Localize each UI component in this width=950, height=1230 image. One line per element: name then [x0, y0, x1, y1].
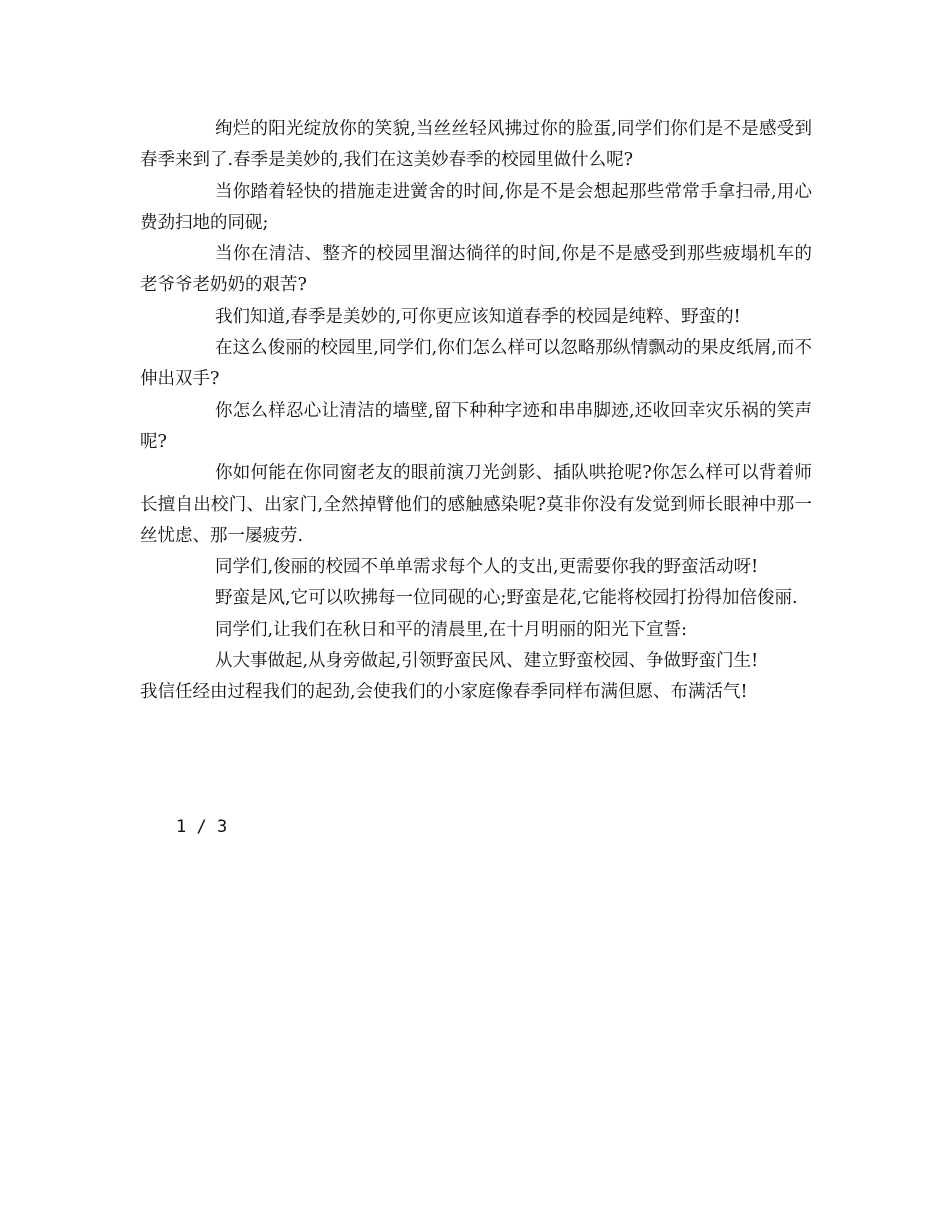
paragraph-8: 同学们,俊丽的校园不单单需求每个人的支出,更需要你我的野蛮活动呀!	[215, 557, 759, 578]
paragraph-5: 在这么俊丽的校园里,同学们,你们怎么样可以忽略那纵情飘动的果皮纸屑,而不伸出双手?	[140, 338, 812, 390]
paragraph-11: 从大事做起,从身旁做起,引领野蛮民风、建立野蛮校园、争做野蛮门生!	[215, 651, 759, 672]
document-body	[140, 114, 812, 709]
paragraph-3: 当你在清洁、整齐的校园里溜达徜徉的时间,你是不是感受到那些疲塌机车的老爷爷老奶奶的艰苦?	[140, 244, 812, 296]
paragraph-12: 我信任经由过程我们的起劲,会使我们的小家庭像春季同样布满但愿、布满活气!	[140, 682, 748, 703]
paragraph-2: 当你踏着轻快的措施走进黉舍的时间,你是不是会想起那些常常手拿扫帚,用心费劲扫地的同砚;	[140, 181, 812, 233]
page-number: 1 / 3	[176, 817, 228, 837]
paragraph-9: 野蛮是风,它可以吹拂每一位同砚的心;野蛮是花,它能将校园打扮得加倍俊丽.	[215, 588, 798, 609]
paragraph-4: 我们知道,春季是美妙的,可你更应该知道春季的校园是纯粹、野蛮的!	[215, 306, 741, 327]
paragraph-10: 同学们,让我们在秋日和平的清晨里,在十月明丽的阳光下宣誓:	[215, 619, 688, 640]
paragraph-6: 你怎么样忍心让清洁的墙壁,留下种种字迹和串串脚迹,还收回幸灾乐祸的笑声呢?	[140, 400, 812, 452]
paragraph-1: 绚烂的阳光绽放你的笑貌,当丝丝轻风拂过你的脸蛋,同学们你们是不是感受到春季来到了.春季是美妙的,我们在这美妙春季的校园里做什么呢?	[140, 119, 812, 171]
paragraph-7: 你如何能在你同窗老友的眼前演刀光剑影、插队哄抢呢?你怎么样可以背着师长擅自出校门、出家门,全然掉臂他们的感触感染呢?莫非你没有发觉到师长眼神中那一丝忧虑、那一屡疲劳.	[140, 463, 812, 546]
